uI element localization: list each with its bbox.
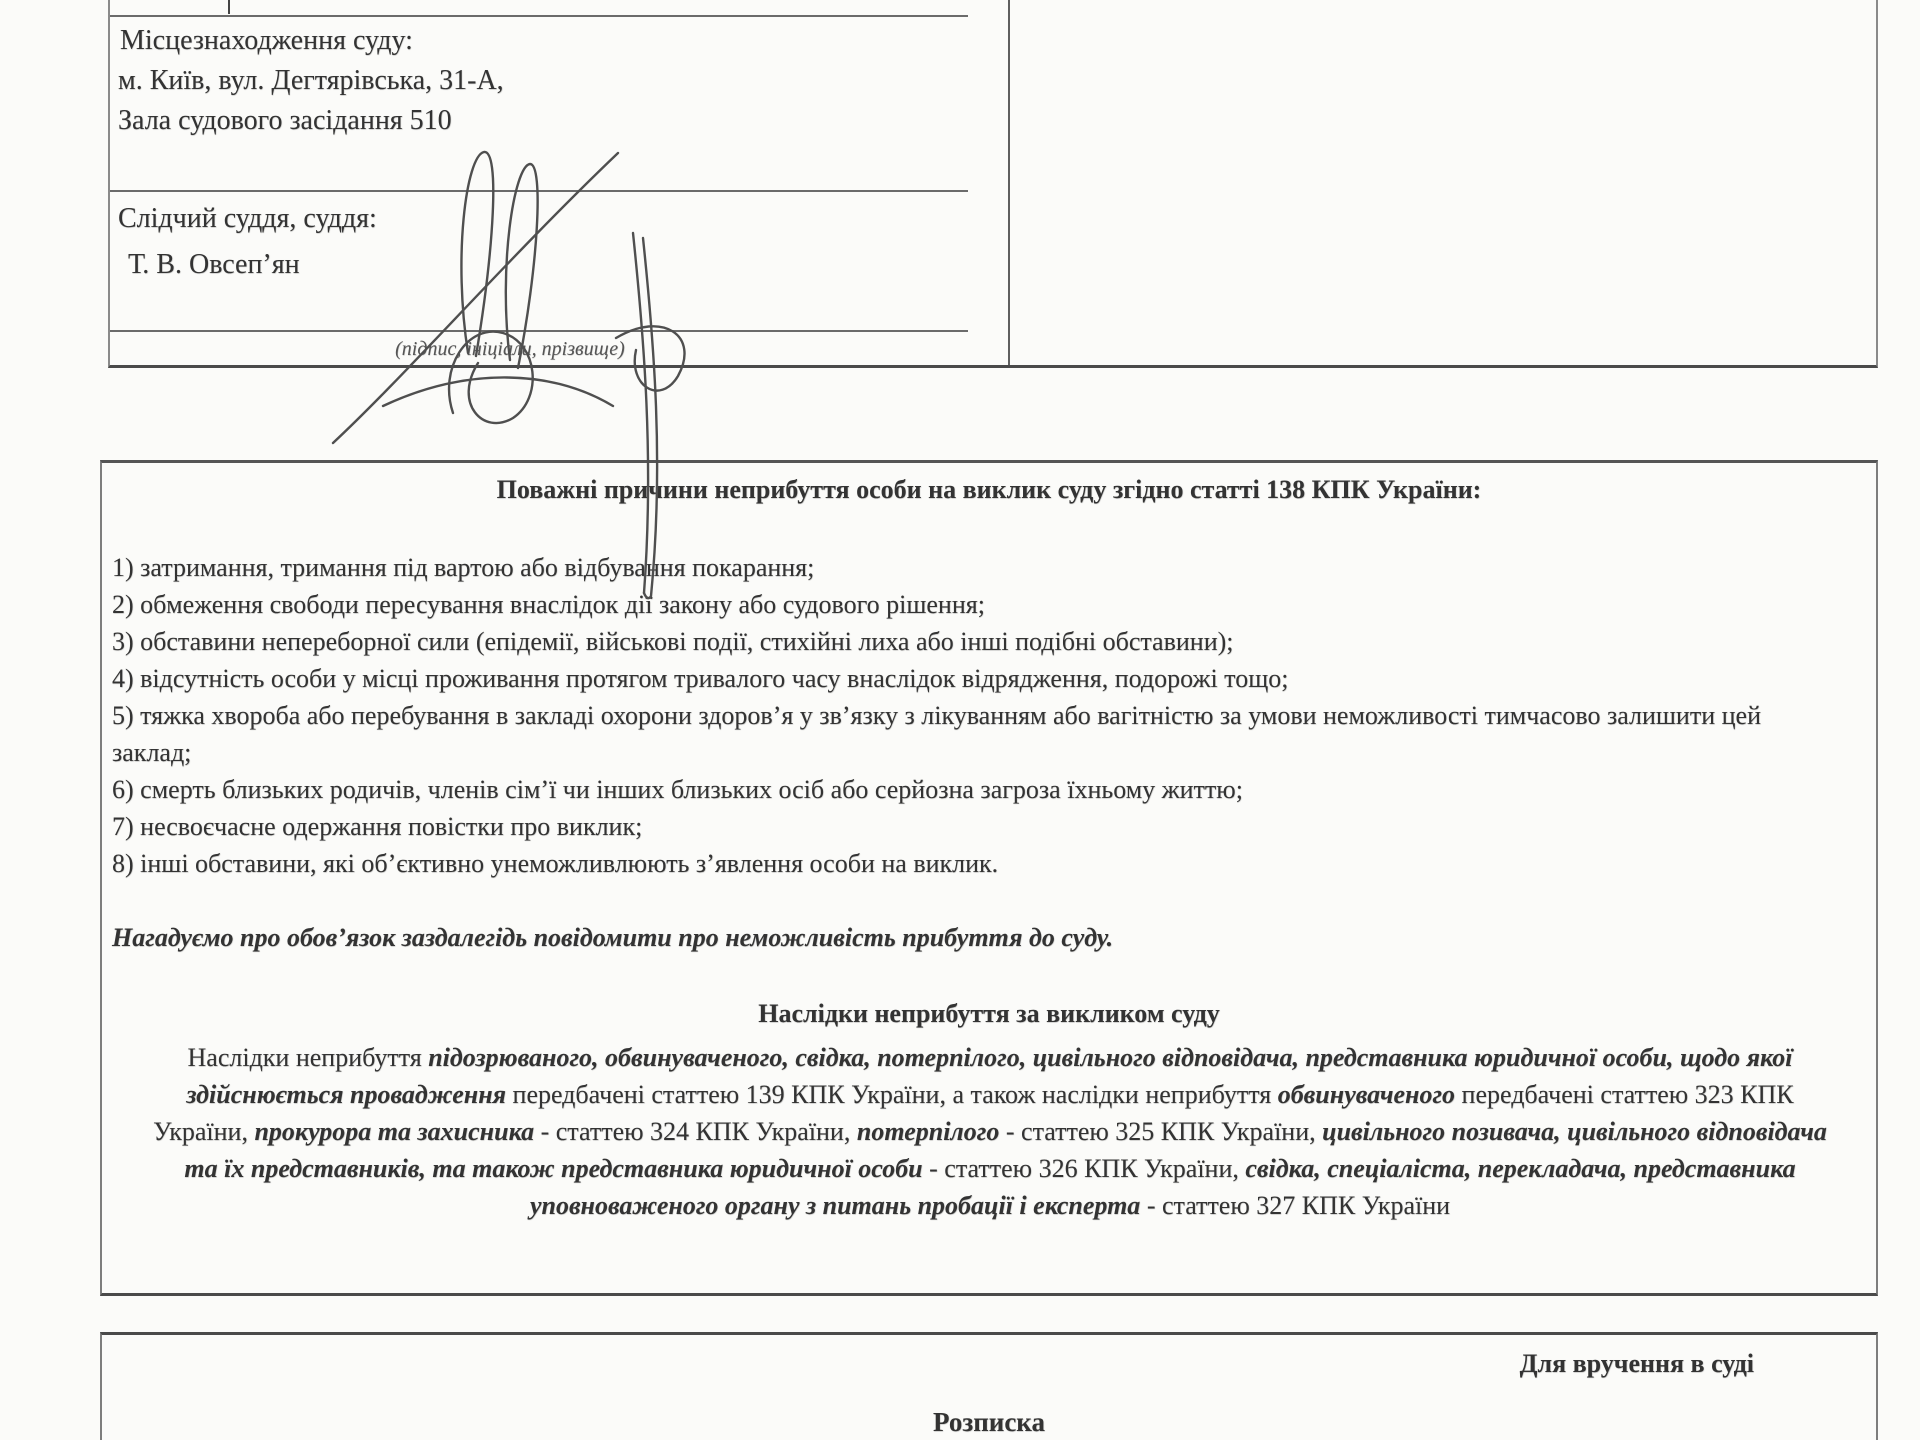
reminder-note: Нагадуємо про обов’язок заздалегідь повідомити про неможливість прибуття до суду. [112,923,1114,952]
receipt-box [100,1332,1878,1440]
consequences-heading: Наслідки неприбуття за викликом суду [758,999,1220,1028]
for-court-delivery-label: Для вручення в суді [1519,1349,1754,1378]
list-item: 6) смерть близьких родичів, членів сім’ї чи інших близьких осіб або серйозна загроза їхньому життю; [112,775,1243,804]
court-address-line: м. Київ, вул. Дегтярівська, 31-А, [118,65,504,96]
signature-icon [318,138,738,608]
table-column-divider [1008,0,1010,365]
list-item: 8) інші обставини, які об’єктивно унеможливлюють з’явлення особи на виклик. [112,849,999,878]
list-item: 7) несвоєчасне одержання повістки про виклик; [112,812,643,841]
list-item: 2) обмеження свободи пересування внаслідок дії закону або судового рішення; [112,590,985,619]
list-item: 4) відсутність особи у місці проживання протягом тривалого часу внаслідок відрядження, подорожі тощо; [112,664,1289,693]
valid-reasons-heading: Поважні причини неприбуття особи на виклик суду згідно статті 138 КПК України: [496,475,1482,504]
courtroom-line: Зала судового засідання 510 [118,105,452,136]
consequences-paragraph: Наслідки неприбуття підозрюваного, обвинуваченого, свідка, потерпілого, цивільного відповідача, представника юридичної особи, щодо якої здійснюється провадження передбачені статтею 139 КПК України, а також наслідки неприбуття обвинуваченого передбачені статтею 323 КПК України, прокурора та захисника - статтею 324 КПК України, потерпілого - статтею 325 КПК України, цивільного позивача, цивільного відповідача та їх представників, та також представника юридичної особи - статтею 326 КПК України, свідка, спеціаліста, перекладача, представника уповноваженого органу з питань пробації і експерта - статтею 327 КПК України [153,1043,1827,1220]
receipt-title: Розписка [933,1407,1045,1437]
list-item: 1) затримання, тримання під вартою або відбування покарання; [112,553,815,582]
list-item: 5) тяжка хвороба або перебування в закладі охорони здоров’я у зв’язку з лікуванням або вагітністю за умови неможливості тимчасово залишити цей заклад; [112,701,1761,767]
cutoff-row-fragment [228,0,230,14]
judge-name: Т. В. Овсеп’ян [128,249,300,280]
judge-label: Слідчий суддя, суддя: [118,203,377,234]
list-item: 3) обставини непереборної сили (епідемії, військові події, стихійні лиха або інші подібні обставини); [112,627,1234,656]
table-row-divider-top [110,15,968,17]
court-location-label: Місцезнаходження суду: [120,25,413,56]
signature-caption: (підпис, ініціали, прізвище) [395,338,625,360]
